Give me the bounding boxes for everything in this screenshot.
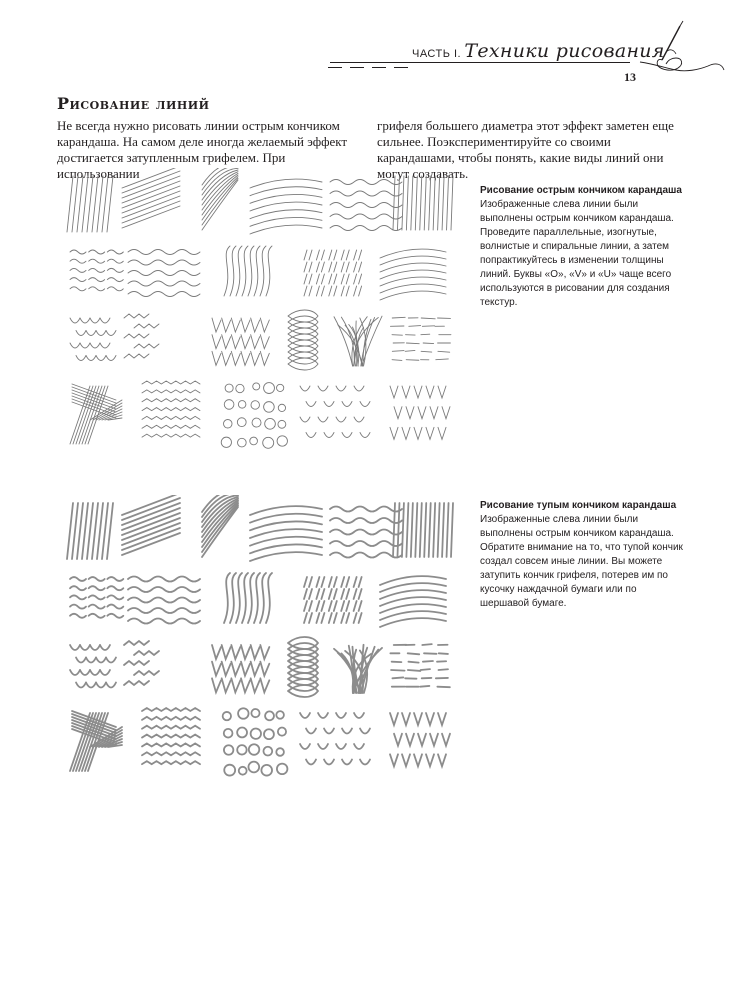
texture-swatch-grass xyxy=(334,316,382,366)
page-number: 13 xyxy=(624,70,636,84)
texture-swatch-v-shapes xyxy=(390,386,450,439)
sharp-pencil-figure xyxy=(60,168,470,458)
caption-body: Изображенные слева линии были выполнены острым кончиком карандаша. Проведите параллельные, изогнутые, волнистые и спиральные линии, а затем попрактикуйтесь в изменении толщины линий. Буквы «O», «V» и «U» чаще всего используются в рисовании для создания текстур. xyxy=(480,199,674,308)
texture-swatch-waves xyxy=(330,180,402,231)
caption-body: Изображенные слева линии были выполнены острым кончиком карандаша. Обратите внимание на то, что тупой кончик создал совсем иные линии. Вы можете затупить кончик грифеля, потерев им по кусочку наждачной бумаги или по шершавой бумаге. xyxy=(480,514,683,609)
caption-title: Рисование тупым кончиком карандаша xyxy=(480,500,677,511)
texture-swatch-u-shapes xyxy=(70,318,116,361)
texture-swatch-long-curves xyxy=(380,249,446,300)
intro-paragraph-right: грифеля большего диаметра этот эффект заметен еще сильнее. Поэкспериментируйте со своими карандашами, чтобы понять, какие виды линий они могут создавать. xyxy=(377,118,674,181)
texture-swatch-curved-diagonal xyxy=(202,495,238,557)
texture-swatch-hatch-dense xyxy=(393,176,453,230)
texture-swatch-v-shapes xyxy=(390,713,450,766)
texture-swatch-parallel-vertical xyxy=(67,176,113,232)
texture-swatch-u-shapes xyxy=(70,645,116,688)
texture-swatch-waves xyxy=(128,250,200,297)
texture-swatch-waves xyxy=(128,577,200,624)
texture-swatch-crossed-bundles xyxy=(70,384,122,444)
texture-swatch-parallel-diagonal xyxy=(122,168,180,228)
header-dashes xyxy=(328,67,408,68)
texture-swatch-tight-zigzag xyxy=(142,381,200,437)
texture-swatch-grass xyxy=(334,645,382,693)
texture-swatch-long-curves xyxy=(250,179,322,234)
texture-swatch-loops-vertical xyxy=(288,637,318,697)
texture-swatch-loops-vertical xyxy=(288,310,318,370)
caption-title: Рисование острым кончиком карандаша xyxy=(480,185,682,196)
pen-and-hand-icon xyxy=(636,18,728,80)
texture-swatch-o-circles xyxy=(221,383,287,449)
blunt-pencil-figure xyxy=(60,495,470,785)
texture-swatch-ticks xyxy=(304,250,362,296)
texture-swatch-short-wavy xyxy=(70,577,123,618)
texture-swatch-loops-diagonal xyxy=(224,573,272,623)
texture-swatch-cursive-v xyxy=(212,318,269,365)
texture-swatch-u-shapes xyxy=(300,713,370,765)
texture-swatch-parallel-diagonal xyxy=(122,495,180,555)
running-head xyxy=(412,40,665,62)
texture-swatch-cursive-v xyxy=(212,645,269,692)
texture-swatch-curved-diagonal xyxy=(202,168,238,230)
texture-swatch-u-shapes xyxy=(300,386,370,438)
texture-swatch-o-circles xyxy=(223,708,288,775)
texture-swatch-short-wavy xyxy=(70,250,123,291)
texture-swatch-parallel-vertical xyxy=(67,503,113,559)
part-label: ЧАСТЬ I. xyxy=(412,48,462,60)
caption-blunt-pencil xyxy=(480,499,685,611)
texture-swatch-short-dashes xyxy=(390,644,449,687)
article-title: Рисование линий xyxy=(57,94,210,113)
texture-swatch-long-curves xyxy=(380,576,446,627)
section-title: Техники рисования xyxy=(464,40,665,62)
texture-swatch-zigzags xyxy=(124,641,159,685)
caption-sharp-pencil xyxy=(480,184,685,310)
texture-swatch-ticks xyxy=(304,577,362,623)
texture-swatch-waves xyxy=(330,507,402,558)
texture-swatch-long-curves xyxy=(250,506,322,561)
header-rule xyxy=(330,62,630,63)
texture-swatch-loops-diagonal xyxy=(224,246,272,296)
texture-swatch-tight-zigzag xyxy=(142,708,200,764)
texture-swatch-crossed-bundles xyxy=(70,711,122,771)
texture-swatch-hatch-dense xyxy=(393,503,453,557)
texture-swatch-short-dashes xyxy=(390,317,450,360)
intro-paragraph-left: Не всегда нужно рисовать линии острым кончиком карандаша. На самом деле иногда желаемый эффект достигается затупленным грифелем. При использовании xyxy=(57,118,348,181)
texture-swatch-zigzags xyxy=(124,314,159,358)
